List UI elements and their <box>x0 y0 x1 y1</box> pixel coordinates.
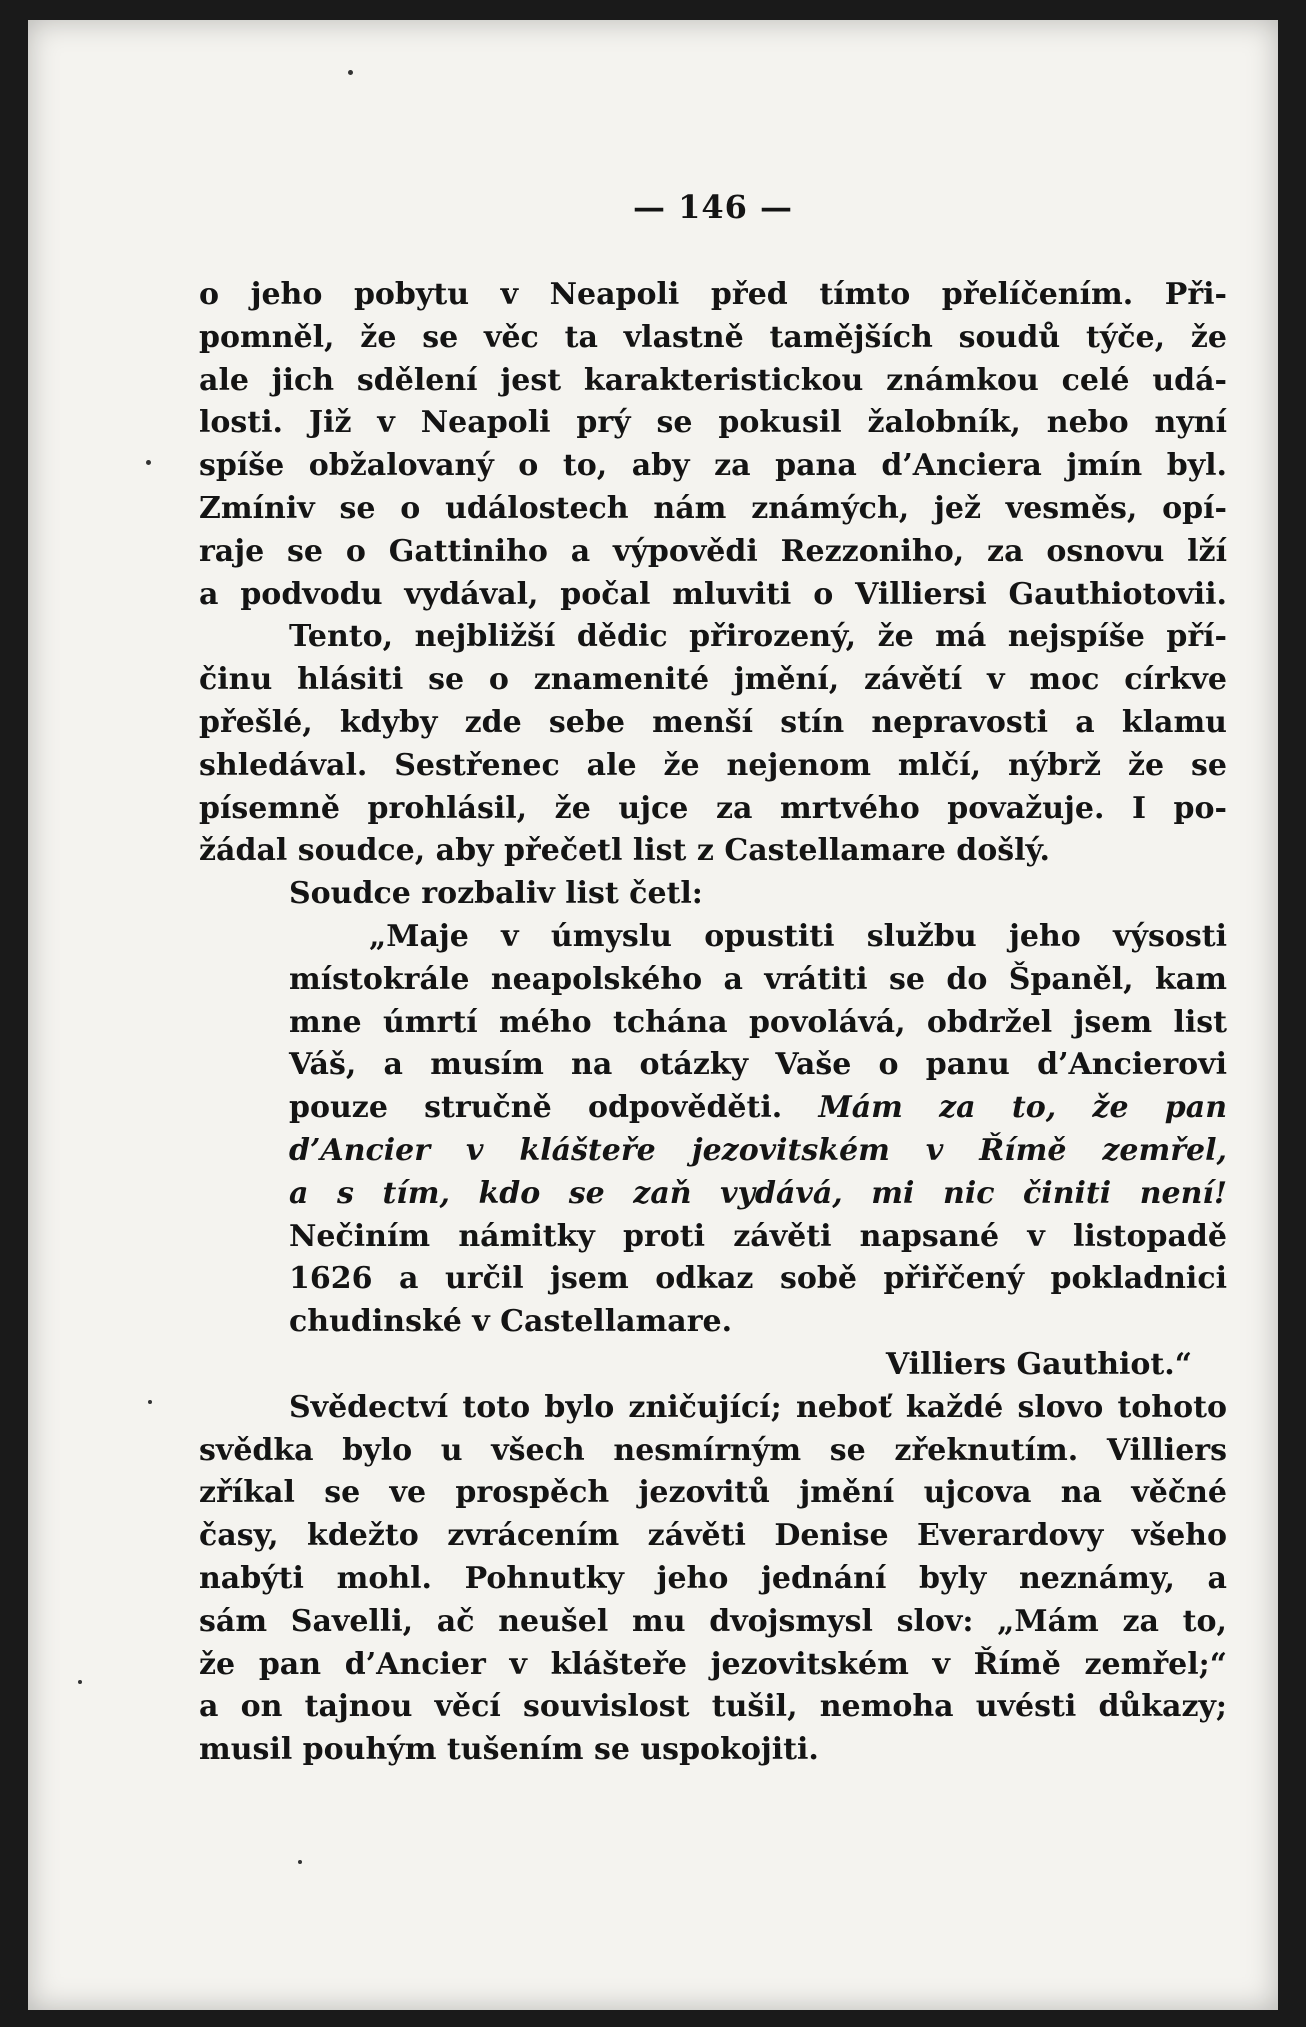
text-line: spíše obžalovaný o to, aby za pana d’Anciera jmín byl. <box>199 448 1227 484</box>
text-line: žádal soudce, aby přečetl list z Castellamare došlý. <box>199 833 1050 869</box>
text-line: Tento, nejbližší dědic přirozený, že má nejspíše pří- <box>289 619 1227 655</box>
body-text <box>199 274 1227 1772</box>
book-page <box>28 20 1278 2010</box>
text-line: losti. Již v Neapoli prý se pokusil žalobník, nebo nyní <box>199 405 1227 441</box>
text-line: zříkal se ve prospěch jezovitů jmění ujcova na věčné <box>199 1475 1227 1511</box>
quote-text: pouze stručně odpověděti. <box>289 1090 783 1126</box>
text-line: časy, kdežto zvrácením závěti Denise Everardovy všeho <box>199 1518 1227 1554</box>
page-number: — 146 — <box>632 188 794 226</box>
quote-emphasis: Mám za to, že pan <box>818 1090 1228 1126</box>
quote-line: chudinské v Castellamare. <box>289 1304 733 1340</box>
text-line: činu hlásiti se o znamenité jmění, závětí v moc církve <box>199 662 1227 698</box>
text-line: a podvodu vydával, počal mluviti o Villiersi Gauthiotovii. <box>199 576 1227 612</box>
paper-speck <box>148 1400 152 1404</box>
text-line: pomněl, že se věc ta vlastně tamějších soudů týče, že <box>199 319 1227 355</box>
quote-line: „Maje v úmyslu opustiti službu jeho výsosti <box>369 918 1227 954</box>
paper-speck <box>146 460 151 465</box>
quote-emphasis-line: d’Ancier v klášteře jezovitském v Římě zemřel, <box>289 1132 1227 1168</box>
letter-signature: Villiers Gauthiot.“ <box>885 1346 1192 1382</box>
text-line: raje se o Gattiniho a výpovědi Rezzoniho, za osnovu lží <box>199 533 1227 569</box>
quote-line <box>199 1087 1227 1130</box>
text-line: sám Savelli, ač neušel mu dvojsmysl slov: „Mám za to, <box>199 1603 1227 1639</box>
text-line: a on tajnou věcí souvislost tušil, nemoha uvésti důkazy; <box>199 1689 1227 1725</box>
quote-line: Váš, a musím na otázky Vaše o panu d’Ancierovi <box>289 1047 1227 1083</box>
quote-line: mne úmrtí mého tchána povolává, obdržel jsem list <box>289 1004 1227 1040</box>
text-line: musil pouhým tušením se uspokojiti. <box>199 1732 819 1768</box>
text-line: nabýti mohl. Pohnutky jeho jednání byly neznámy, a <box>199 1560 1227 1596</box>
text-line: Soudce rozbaliv list četl: <box>289 876 703 912</box>
text-line: ale jich sdělení jest karakteristickou známkou celé udá- <box>199 362 1227 398</box>
paper-speck <box>348 70 353 75</box>
text-line: přešlé, kdyby zde sebe menší stín nepravosti a klamu <box>199 704 1227 740</box>
text-line: že pan d’Ancier v klášteře jezovitském v Římě zemřel;“ <box>199 1646 1227 1682</box>
text-line: svědka bylo u všech nesmírným se zřeknutím. Villiers <box>199 1432 1227 1468</box>
quote-line: místokrále neapolského a vrátiti se do Španěl, kam <box>289 961 1227 997</box>
text-line: shledával. Sestřenec ale že nejenom mlčí, nýbrž že se <box>199 747 1227 783</box>
text-line: písemně prohlásil, že ujce za mrtvého považuje. I po- <box>199 790 1227 826</box>
text-line: o jeho pobytu v Neapoli před tímto přelíčením. Při- <box>199 277 1227 312</box>
quote-line: 1626 a určil jsem odkaz sobě přiřčený pokladnici <box>289 1261 1227 1297</box>
quote-emphasis-line: a s tím, kdo se zaň vydává, mi nic činiti není! <box>289 1175 1227 1211</box>
quote-line: Nečiním námitky proti závěti napsané v listopadě <box>289 1218 1227 1254</box>
text-line: Zmíniv se o událostech nám známých, jež vesměs, opí- <box>199 490 1227 526</box>
paper-speck <box>78 1680 82 1684</box>
paper-speck <box>298 1860 302 1864</box>
text-line: Svědectví toto bylo zničující; neboť každé slovo tohoto <box>289 1389 1227 1425</box>
